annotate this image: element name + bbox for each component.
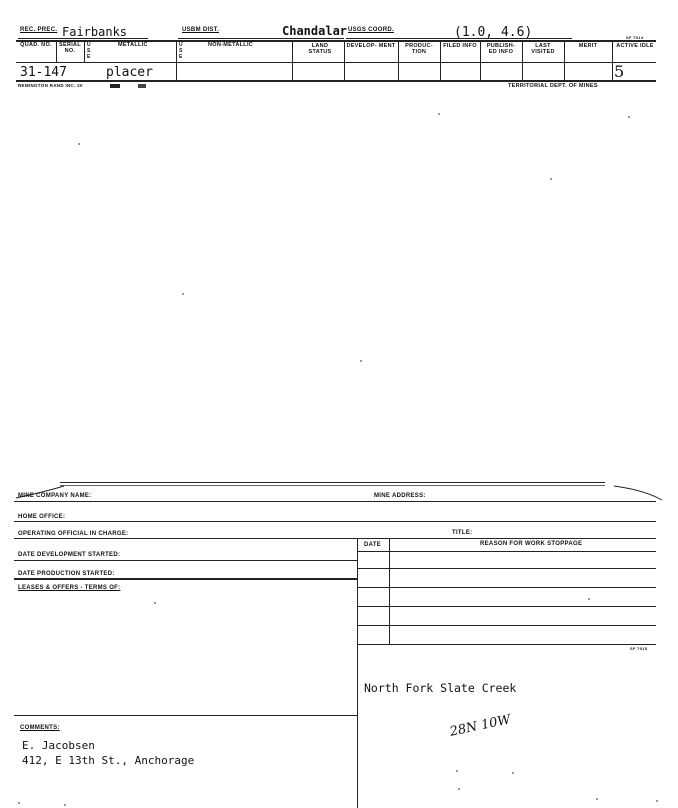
imprint-marks-2 xyxy=(138,84,146,88)
date-development-label: DATE DEVELOPMENT STARTED: xyxy=(18,552,121,558)
land-status-label: LAND STATUS xyxy=(308,43,332,55)
date-production-label: DATE PRODUCTION STARTED: xyxy=(18,571,115,577)
operating-official-label: OPERATING OFFICIAL IN CHARGE: xyxy=(18,531,129,537)
home-office-label: HOME OFFICE: xyxy=(18,514,66,520)
quad-label: QUAD. NO. xyxy=(20,42,52,48)
metallic-label: METALLIC xyxy=(118,42,148,48)
rec-prec-label: REC. PREC. xyxy=(20,27,58,33)
form-number: SF 7914 xyxy=(626,35,644,40)
record-header xyxy=(0,0,678,100)
development-label: DEVELOP- MENT xyxy=(346,43,396,49)
active-idle-value: 5 xyxy=(614,62,625,81)
comment-line-2: 412, E 13th St., Anchorage xyxy=(22,754,195,767)
serial-label: SERIAL NO. xyxy=(59,42,81,54)
mine-address-label: MINE ADDRESS: xyxy=(374,493,426,499)
form-number-2: SF 7915 xyxy=(630,646,648,651)
rec-prec-value: Fairbanks xyxy=(62,25,128,39)
imprint-marks xyxy=(110,84,120,88)
territorial-label: TERRITORIAL DEPT. OF MINES xyxy=(508,83,598,89)
printer-imprint: REMINGTON RAND INC. 20 xyxy=(18,83,83,88)
location-typed: North Fork Slate Creek xyxy=(364,681,517,695)
published-info-label: PUBLISH- ED INFO xyxy=(486,43,516,55)
last-visited-label: LAST VISITED xyxy=(531,43,555,55)
record-details xyxy=(0,470,678,808)
use-label-nonmetallic: U S E xyxy=(179,42,183,60)
usbm-dist-value: Chandalar xyxy=(282,24,348,38)
usgs-coord-label: USGS COORD. xyxy=(348,27,394,33)
usgs-coord-value: (1.0, 4.6) xyxy=(454,25,533,40)
merit-label: MERIT xyxy=(578,43,598,49)
comments-label: COMMENTS: xyxy=(20,725,60,731)
leases-label: LEASES & OFFERS - TERMS OF: xyxy=(18,585,121,591)
quad-serial-value: 31-147 xyxy=(20,65,67,80)
comment-line-1: E. Jacobsen xyxy=(22,739,95,752)
handwritten-note: 28N 10W xyxy=(448,712,513,740)
production-label: PRODUC- TION xyxy=(405,43,433,55)
title-label: TITLE: xyxy=(452,530,473,536)
metallic-value: placer xyxy=(106,65,153,80)
active-idle-label: ACTIVE IDLE xyxy=(616,43,654,49)
mine-company-label: MINE COMPANY NAME: xyxy=(18,493,92,499)
nonmetallic-label: NON-METALLIC xyxy=(208,42,254,48)
date-label: DATE xyxy=(364,542,382,548)
filed-info-label: FILED INFO xyxy=(443,43,477,49)
use-label-metallic: U S E xyxy=(87,42,91,60)
reason-label: REASON FOR WORK STOPPAGE xyxy=(480,541,583,547)
usbm-dist-label: USBM DIST. xyxy=(182,27,220,33)
